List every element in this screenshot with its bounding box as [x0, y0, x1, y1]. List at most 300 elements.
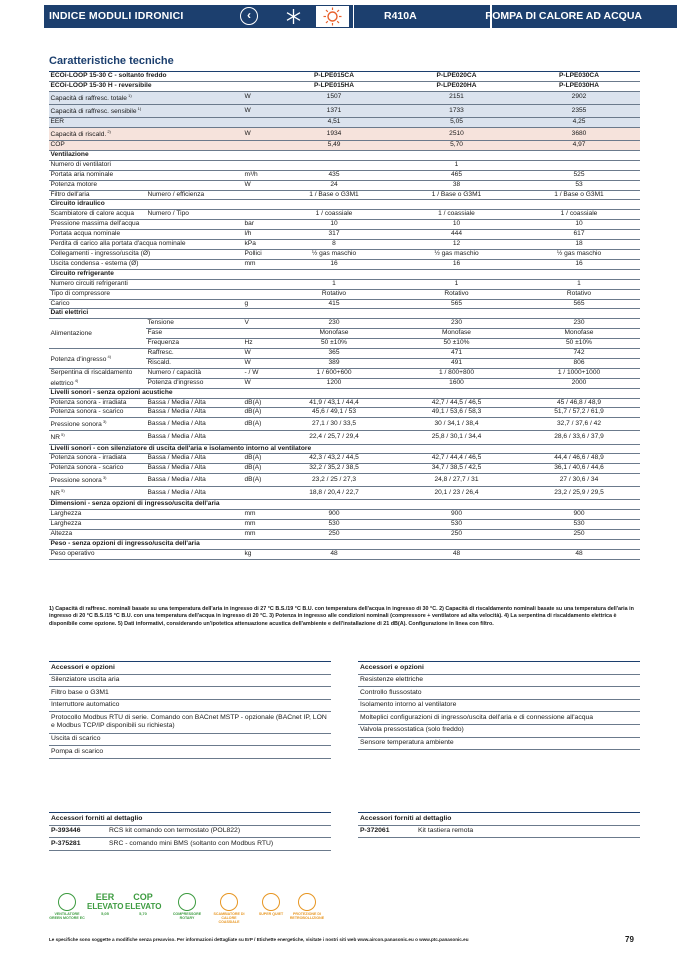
- index-title[interactable]: INDICE MODULI IDRONICI: [49, 10, 184, 22]
- model-label: ECOi-LOOP 15-30 H - reversibile: [49, 81, 273, 91]
- spec-label: Portata aria nominale: [49, 170, 243, 180]
- spec-sublabel: Bassa / Media / Alta: [146, 464, 243, 474]
- spec-value: 1: [273, 279, 395, 289]
- spec-value: 38: [395, 180, 518, 190]
- section-row: [49, 540, 640, 550]
- refrigerant-label: R410A: [384, 10, 417, 22]
- spec-label: Potenza motore: [49, 180, 243, 190]
- option-item: Protocollo Modbus RTU di serie. Comando con BACnet MSTP - opzionale (BACnet IP, LON e Modbus TCP/IP disponibili su richiesta): [49, 712, 331, 733]
- footnotes: 1) Capacità di raffresc. nominali basate su una temperatura dell'aria in ingresso di 27 °C B.S./19 °C B.U. con temperatura dell'acqua in ingresso di 30 °C. 2) Capacità di riscaldamento nominali basate su una temperatura dell'aria in ingresso di 20 °C B.S./15 °C B.U. con una temperatura dell'acqua in ingresso di 20 °C. 3) Potenza in ingresso alle condizioni nominali (compressore + ventilatore ad alta velocità). 4) La serpentina di riscaldamento elettrica è disponibile come opzione. 5) Dati informativi, considerando un'ipotetica attenuazione acustica dell'ambiente e dell'installazione di 21 dB(A). Configurazione in linea con filtro.: [49, 606, 634, 627]
- footnote-ref: 5): [60, 488, 65, 494]
- spec-label: Perdita di carico alla portata d'acqua nominale: [49, 240, 243, 250]
- spec-value: 1 / coassiale: [518, 210, 640, 220]
- spec-row: [49, 127, 640, 140]
- spec-value: 12: [395, 240, 518, 250]
- spec-value: 16: [395, 259, 518, 269]
- spec-label: Collegamenti - ingresso/uscita (Ø): [49, 249, 243, 259]
- spec-label: Capacità di raffresc. sensibile $^{1)}$: [49, 104, 243, 117]
- spec-value: 1: [518, 279, 640, 289]
- spec-row: [49, 418, 640, 431]
- spec-unit: mm: [243, 530, 273, 540]
- spec-row: [49, 398, 640, 408]
- spec-value: 230: [395, 319, 518, 329]
- spec-value: 250: [273, 530, 395, 540]
- feature-badge: [125, 893, 161, 917]
- technical-specs-table: [49, 71, 640, 560]
- spec-label: Potenza d'ingresso $^{4)}$: [49, 349, 146, 369]
- spec-unit: [243, 431, 273, 444]
- spec-value: Rotativo: [518, 289, 640, 299]
- spec-value: 10: [395, 220, 518, 230]
- spec-unit: [243, 118, 273, 128]
- spec-unit: dB(A): [243, 474, 273, 487]
- spec-value: Monofase: [395, 329, 518, 339]
- section-row: [49, 269, 640, 279]
- spec-value: 8: [273, 240, 395, 250]
- back-chevron-icon[interactable]: ‹: [240, 7, 258, 25]
- spec-label: Numero di ventilatori: [49, 160, 243, 170]
- spec-label: Filtro dell'aria: [49, 190, 146, 200]
- model-label: ECOi-LOOP 15-30 C - soltanto freddo: [49, 72, 273, 82]
- spec-value: ½ gas maschio: [395, 249, 518, 259]
- spec-value: 36,1 / 40,6 / 44,6: [518, 464, 640, 474]
- spec-value: 4,97: [518, 141, 640, 151]
- spec-value: 1733: [395, 104, 518, 117]
- spec-unit: Pollici: [243, 249, 273, 259]
- spec-unit: dB(A): [243, 464, 273, 474]
- spec-value: 389: [273, 358, 395, 368]
- spec-value: Monofase: [518, 329, 640, 339]
- spec-value: 617: [518, 230, 640, 240]
- section-row: [49, 388, 640, 398]
- spec-unit: W: [243, 104, 273, 117]
- option-row: [358, 674, 640, 687]
- option-row: [49, 712, 331, 733]
- footnote-ref: 4): [106, 354, 112, 360]
- accessory-code: P-393446: [49, 825, 107, 838]
- spec-value: 20,1 / 23 / 26,4: [395, 487, 518, 500]
- spec-label: Pressione sonora $^{3)}$: [49, 418, 146, 431]
- spec-value: 565: [518, 299, 640, 309]
- spec-value: 530: [518, 520, 640, 530]
- spec-value: 25,8 / 30,1 / 34,4: [395, 431, 518, 444]
- spec-unit: [243, 289, 273, 299]
- section-row: [49, 444, 640, 454]
- model-code: P-LPE030HA: [518, 81, 640, 91]
- spec-value: 10: [273, 220, 395, 230]
- option-row: [358, 687, 640, 700]
- spec-label: Potenza sonora - irradiata: [49, 398, 146, 408]
- supplied-title: Accessori forniti al dettaglio: [49, 813, 331, 826]
- option-row: [358, 724, 640, 737]
- spec-row: [49, 510, 640, 520]
- badge-label: SUPER QUIET: [258, 912, 284, 916]
- spec-label: NR $^{5)}$: [49, 431, 146, 444]
- supplied-header: [49, 813, 331, 826]
- top-header-bar: [44, 5, 677, 28]
- option-row: [49, 699, 331, 712]
- spec-value: 2510: [395, 127, 518, 140]
- option-item: Controllo flussostato: [358, 687, 640, 700]
- options-right: [358, 661, 640, 750]
- spec-value: 900: [273, 510, 395, 520]
- spec-value: 50 ±10%: [395, 339, 518, 349]
- spec-value: 10: [518, 220, 640, 230]
- spec-value: 1 / Base o G3M1: [395, 190, 518, 200]
- accessory-desc: Kit tastiera remota: [416, 825, 640, 838]
- spec-value: 49,1 / 53,6 / 58,3: [395, 408, 518, 418]
- supplied-accessories-right: [358, 812, 640, 838]
- spec-label: Carico: [49, 299, 243, 309]
- spec-value: 900: [395, 510, 518, 520]
- spec-label: NR $^{5)}$: [49, 487, 146, 500]
- badge-sub: ELEVATO: [125, 902, 162, 911]
- section-heading: Circuito refrigerante: [49, 269, 640, 279]
- spec-value: 22,4 / 25,7 / 29,4: [273, 431, 395, 444]
- spec-unit: [243, 279, 273, 289]
- spec-value: 50 ±10%: [518, 339, 640, 349]
- spec-value: 2902: [518, 91, 640, 104]
- feature-badge: [49, 893, 85, 920]
- footnote-ref: 1): [136, 105, 142, 111]
- spec-unit: [243, 141, 273, 151]
- badge-label: VENTILATORE GREEN MOTORE EC: [49, 912, 85, 921]
- spec-unit: mm: [243, 510, 273, 520]
- page-number: 79: [625, 935, 634, 944]
- spec-row: [49, 220, 640, 230]
- spec-value: 250: [518, 530, 640, 540]
- spec-value: 1: [395, 160, 518, 170]
- spec-value: ½ gas maschio: [518, 249, 640, 259]
- spec-row: [49, 289, 640, 299]
- spec-label: Serpentina di riscaldamento elettrico $^{4)}$: [49, 368, 146, 388]
- spec-value: Rotativo: [395, 289, 518, 299]
- supplied-row: [49, 838, 331, 851]
- section-heading: Peso - senza opzioni di ingresso/uscita dell'aria: [49, 540, 640, 550]
- spec-value: 42,7 / 44,4 / 46,5: [395, 454, 518, 464]
- spec-unit: W: [243, 358, 273, 368]
- option-row: [49, 687, 331, 700]
- spec-value: 44,4 / 46,6 / 48,9: [518, 454, 640, 464]
- spec-row: [49, 249, 640, 259]
- spec-value: [518, 160, 640, 170]
- spec-value: 1600: [395, 378, 518, 388]
- spec-value: 48: [518, 550, 640, 560]
- spec-row: [49, 210, 640, 220]
- spec-label: Portata acqua nominale: [49, 230, 243, 240]
- spec-value: 23,2 / 25,9 / 29,5: [518, 487, 640, 500]
- badge-icon: [58, 893, 76, 911]
- accessory-desc: SRC - comando mini BMS (soltanto con Modbus RTU): [107, 838, 331, 851]
- option-item: Sensore temperatura ambiente: [358, 737, 640, 750]
- badge-title: EER: [95, 892, 115, 902]
- spec-value: 16: [273, 259, 395, 269]
- spec-value: 1: [395, 279, 518, 289]
- option-item: Valvola pressostatica (solo freddo): [358, 724, 640, 737]
- spec-value: 45,6 / 49,1 / 53: [273, 408, 395, 418]
- spec-unit: W: [243, 91, 273, 104]
- spec-value: 2355: [518, 104, 640, 117]
- spec-value: ½ gas maschio: [273, 249, 395, 259]
- spec-row: [49, 170, 640, 180]
- spec-value: 32,2 / 35,2 / 38,5: [273, 464, 395, 474]
- model-row: [49, 81, 640, 91]
- spec-row: [49, 240, 640, 250]
- spec-value: 48: [273, 550, 395, 560]
- spec-row: [49, 104, 640, 117]
- option-row: [358, 712, 640, 725]
- spec-value: 5,70: [395, 141, 518, 151]
- spec-sublabel: Bassa / Media / Alta: [146, 418, 243, 431]
- spec-value: 465: [395, 170, 518, 180]
- spec-label: Larghezza: [49, 520, 243, 530]
- spec-value: 51,7 / 57,2 / 61,9: [518, 408, 640, 418]
- spec-unit: mm: [243, 520, 273, 530]
- spec-unit: dB(A): [243, 398, 273, 408]
- footnote-ref: 3): [101, 419, 107, 425]
- spec-label: EER: [49, 118, 243, 128]
- spec-sublabel: Fase: [146, 329, 243, 339]
- options-header: [358, 662, 640, 675]
- spec-value: 1934: [273, 127, 395, 140]
- option-row: [49, 733, 331, 746]
- option-item: Uscita di scarico: [49, 733, 331, 746]
- accessory-desc: RCS kit comando con termostato (POL822): [107, 825, 331, 838]
- feature-badge: [289, 893, 325, 920]
- spec-sublabel: Bassa / Media / Alta: [146, 398, 243, 408]
- spec-value: 365: [273, 349, 395, 359]
- badge-label: PROTEZIONE DI RETROBOLLIZIONE: [289, 912, 325, 921]
- supplied-row: [358, 825, 640, 838]
- spec-label: Scambiatore di calore acqua: [49, 210, 146, 220]
- spec-value: 2151: [395, 91, 518, 104]
- spec-unit: g: [243, 299, 273, 309]
- spec-unit: bar: [243, 220, 273, 230]
- spec-value: 24,8 / 27,7 / 31: [395, 474, 518, 487]
- spec-label: Potenza sonora - scarico: [49, 408, 146, 418]
- options-title: Accessori e opzioni: [49, 662, 331, 675]
- spec-unit: dB(A): [243, 418, 273, 431]
- spec-unit: m³/h: [243, 170, 273, 180]
- supplied-title: Accessori forniti al dettaglio: [358, 813, 640, 826]
- spec-unit: kPa: [243, 240, 273, 250]
- options-left: [49, 661, 331, 759]
- footnote-ref: 5): [60, 432, 65, 438]
- spec-value: 1507: [273, 91, 395, 104]
- spec-value: 1 / Base o G3M1: [518, 190, 640, 200]
- section-title: Caratteristiche tecniche: [49, 55, 174, 67]
- spec-value: 1200: [273, 378, 395, 388]
- section-heading: Ventilazione: [49, 150, 640, 160]
- footnote-ref: 3): [101, 475, 107, 481]
- spec-value: 16: [518, 259, 640, 269]
- spec-unit: [243, 160, 273, 170]
- spec-unit: [243, 329, 273, 339]
- spec-value: 415: [273, 299, 395, 309]
- spec-value: 1371: [273, 104, 395, 117]
- spec-value: 1 / coassiale: [273, 210, 395, 220]
- spec-value: 34,7 / 38,5 / 42,5: [395, 464, 518, 474]
- spec-value: 45 / 46,8 / 48,9: [518, 398, 640, 408]
- model-row: [49, 72, 640, 82]
- spec-label: Capacità di raffresc. totale $^{1)}$: [49, 91, 243, 104]
- spec-sublabel: Numero / Tipo: [146, 210, 243, 220]
- spec-unit: dB(A): [243, 454, 273, 464]
- spec-value: 530: [395, 520, 518, 530]
- spec-value: 5,49: [273, 141, 395, 151]
- badge-value: 5,70: [139, 911, 147, 916]
- spec-label: Altezza: [49, 530, 243, 540]
- badge-sub: ELEVATO: [87, 902, 124, 911]
- spec-value: 30 / 34,1 / 38,4: [395, 418, 518, 431]
- spec-label: COP: [49, 141, 243, 151]
- spec-row: [49, 299, 640, 309]
- spec-unit: W: [243, 378, 273, 388]
- option-item: Isolamento intorno al ventilatore: [358, 699, 640, 712]
- spec-row: [49, 259, 640, 269]
- spec-label: Peso operativo: [49, 550, 243, 560]
- model-code: P-LPE020HA: [395, 81, 518, 91]
- spec-value: 5,05: [395, 118, 518, 128]
- spec-value: 525: [518, 170, 640, 180]
- option-item: Resistenze elettriche: [358, 674, 640, 687]
- spec-value: 1 / coassiale: [395, 210, 518, 220]
- spec-value: 250: [395, 530, 518, 540]
- spec-row: [49, 530, 640, 540]
- spec-value: 565: [395, 299, 518, 309]
- spec-value: 742: [518, 349, 640, 359]
- spec-row: [49, 180, 640, 190]
- option-row: [358, 737, 640, 750]
- section-heading: Circuito idraulico: [49, 200, 640, 210]
- spec-value: 491: [395, 358, 518, 368]
- footer-disclaimer: Le specifiche sono soggette a modifiche senza preavviso. Per informazioni dettagliate su ErP / Etichette energetiche, visitate i nostri siti web www.aircon.panasonic.eu o www.ptc.panasonic.eu: [49, 937, 469, 942]
- spec-value: 471: [395, 349, 518, 359]
- spec-value: 18: [518, 240, 640, 250]
- section-heading: Livelli sonori - senza opzioni acustiche: [49, 388, 640, 398]
- spec-value: 530: [273, 520, 395, 530]
- accessory-code: P-375281: [49, 838, 107, 851]
- badge-title: COP: [133, 892, 153, 902]
- badge-label: COMPRESSORE ROTARY: [172, 912, 202, 921]
- spec-value: 1 / Base o G3M1: [273, 190, 395, 200]
- spec-value: Rotativo: [273, 289, 395, 299]
- spec-unit: W: [243, 349, 273, 359]
- sun-icon[interactable]: [315, 5, 350, 28]
- feature-badge: [253, 893, 289, 916]
- spec-row: [49, 141, 640, 151]
- spec-row: [49, 487, 640, 500]
- spec-value: 1 / 600+600: [273, 368, 395, 378]
- spec-unit: [243, 210, 273, 220]
- option-item: Pompa di scarico: [49, 746, 331, 759]
- option-row: [49, 674, 331, 687]
- spec-unit: Hz: [243, 339, 273, 349]
- spec-value: 3680: [518, 127, 640, 140]
- spec-unit: mm: [243, 259, 273, 269]
- model-code: P-LPE015HA: [273, 81, 395, 91]
- snowflake-icon[interactable]: [276, 5, 311, 28]
- spec-value: 435: [273, 170, 395, 180]
- spec-row: [49, 118, 640, 128]
- spec-value: 18,8 / 20,4 / 22,7: [273, 487, 395, 500]
- spec-label: Alimentazione: [49, 319, 146, 349]
- model-code: P-LPE030CA: [518, 72, 640, 82]
- spec-value: 4,25: [518, 118, 640, 128]
- spec-value: 4,51: [273, 118, 395, 128]
- spec-row: [49, 454, 640, 464]
- spec-row: [49, 550, 640, 560]
- spec-row: [49, 520, 640, 530]
- spec-sublabel: Tensione: [146, 319, 243, 329]
- spec-sublabel: Bassa / Media / Alta: [146, 487, 243, 500]
- spec-row: [49, 319, 640, 329]
- accessory-code: P-372061: [358, 825, 416, 838]
- spec-row: [49, 464, 640, 474]
- spec-unit: l/h: [243, 230, 273, 240]
- badge-label: SCAMBIATORE DI CALORE COASSIALE: [213, 912, 245, 925]
- supplied-header: [358, 813, 640, 826]
- spec-label: Capacità di riscald. $^{2)}$: [49, 127, 243, 140]
- feature-badge: [87, 893, 123, 917]
- feature-badge: [211, 893, 247, 925]
- option-row: [358, 699, 640, 712]
- section-row: [49, 150, 640, 160]
- section-row: [49, 200, 640, 210]
- spec-value: 41,9 / 43,1 / 44,4: [273, 398, 395, 408]
- supplied-row: [49, 825, 331, 838]
- badge-icon: [178, 893, 196, 911]
- spec-value: 42,3 / 43,2 / 44,5: [273, 454, 395, 464]
- options-title: Accessori e opzioni: [358, 662, 640, 675]
- spec-row: [49, 230, 640, 240]
- spec-label: Potenza sonora - irradiata: [49, 454, 146, 464]
- spec-label: Numero circuiti refrigeranti: [49, 279, 243, 289]
- option-item: Molteplici configurazioni di ingresso/uscita dell'aria e di connessione all'acqua: [358, 712, 640, 725]
- spec-sublabel: Bassa / Media / Alta: [146, 408, 243, 418]
- spec-row: [49, 349, 640, 359]
- spec-value: 230: [518, 319, 640, 329]
- spec-value: 317: [273, 230, 395, 240]
- spec-unit: W: [243, 127, 273, 140]
- supplied-accessories-left: [49, 812, 331, 851]
- spec-label: Pressione massima dell'acqua: [49, 220, 243, 230]
- spec-label: Uscita condensa - esterna (Ø): [49, 259, 243, 269]
- feature-badge: [169, 893, 205, 920]
- footnote-ref: 2): [106, 128, 111, 134]
- spec-sublabel: Raffresc.: [146, 349, 243, 359]
- spec-row: [49, 91, 640, 104]
- spec-label: Larghezza: [49, 510, 243, 520]
- section-heading: Dati elettrici: [49, 309, 640, 319]
- spec-row: [49, 431, 640, 444]
- spec-sublabel: Numero / efficienza: [146, 190, 243, 200]
- spec-value: 1 / 1000+1000: [518, 368, 640, 378]
- section-row: [49, 500, 640, 510]
- spec-label: Tipo di compressore: [49, 289, 243, 299]
- spec-row: [49, 474, 640, 487]
- spec-unit: dB(A): [243, 408, 273, 418]
- option-item: Interruttore automatico: [49, 699, 331, 712]
- spec-value: 444: [395, 230, 518, 240]
- spec-unit: W: [243, 180, 273, 190]
- model-code: P-LPE015CA: [273, 72, 395, 82]
- spec-value: 27 / 30,6 / 34: [518, 474, 640, 487]
- badge-icon: [262, 893, 280, 911]
- spec-value: 23,2 / 25 / 27,3: [273, 474, 395, 487]
- spec-value: 806: [518, 358, 640, 368]
- option-item: Filtro base o G3M1: [49, 687, 331, 700]
